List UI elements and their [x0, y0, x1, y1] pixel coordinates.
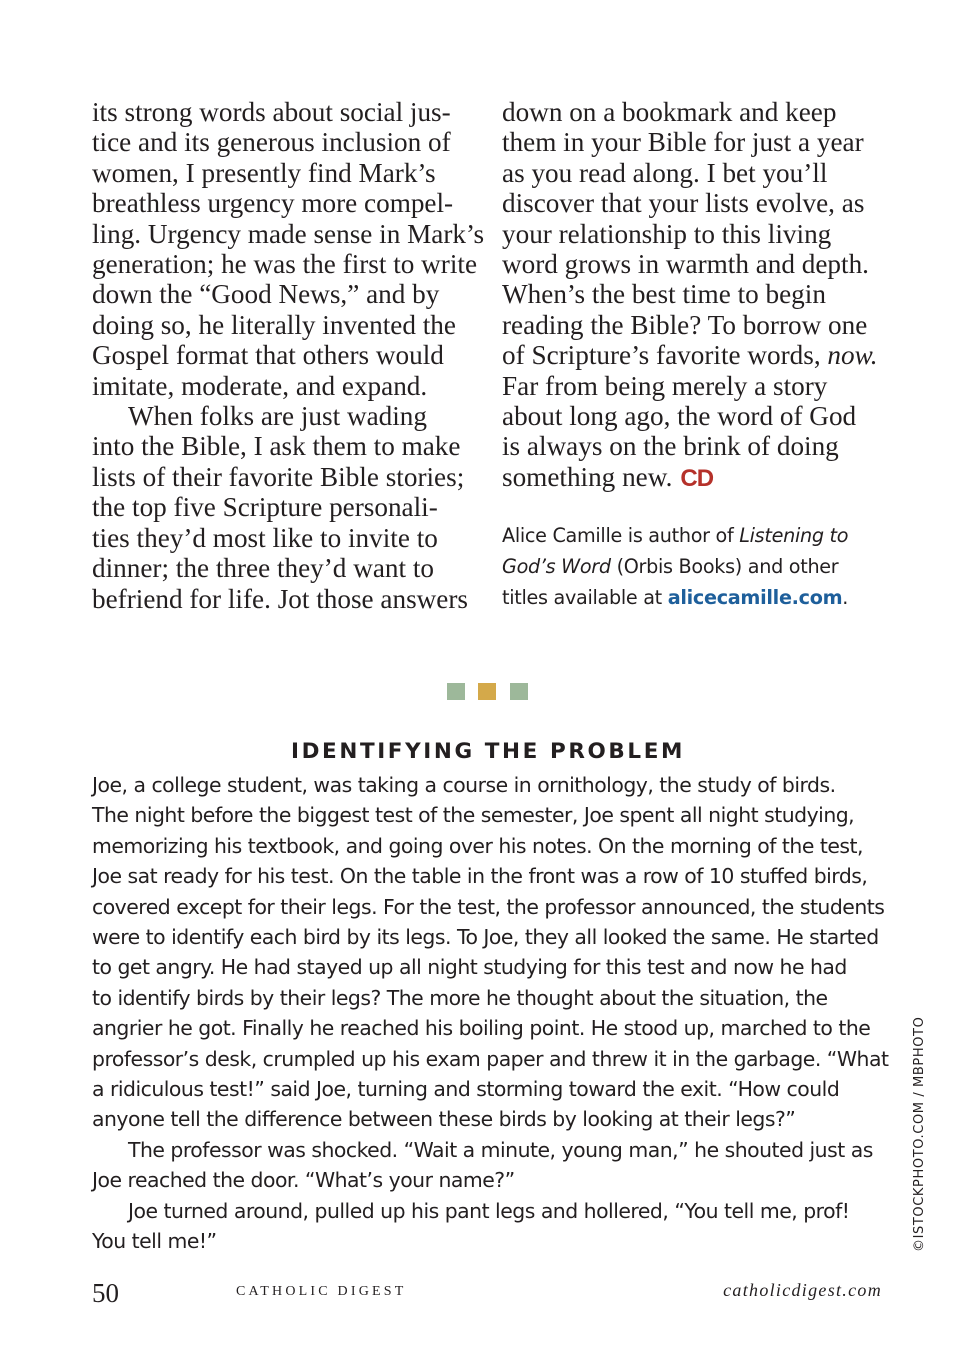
- author-bio: [502, 520, 887, 613]
- article-paragraph: [92, 401, 474, 614]
- article-left-column: [92, 97, 485, 614]
- bio-text: Alice Camille is author of: [502, 524, 740, 548]
- text-line: [502, 462, 887, 494]
- story-paragraph: [92, 1196, 892, 1257]
- text-line: to identify birds by their legs? The more he thought about the situation, the: [92, 985, 828, 1010]
- text-line: down the “Good News,” and by: [92, 279, 440, 310]
- text-line: discover that your lists evolve, as: [502, 188, 865, 219]
- text-line: word grows in warmth and depth.: [502, 249, 869, 280]
- story-paragraph: [92, 770, 892, 1135]
- article-paragraph: [92, 97, 485, 401]
- photo-credit: ©ISTOCKPHOTO.COM / MBPHOTO: [912, 1016, 927, 1252]
- text-line: a ridiculous test!” said Joe, turning and storming toward the exit. “How could: [92, 1077, 840, 1102]
- text-line: as you read along. I bet you’ll: [502, 157, 828, 188]
- text-line: them in your Bible for just a year: [502, 127, 864, 158]
- text-line: angrier he got. Finally he reached his boiling point. He stood up, marched to the: [92, 1016, 871, 1041]
- text-line: Gospel format that others would: [92, 340, 444, 371]
- page-number: 50: [92, 1278, 119, 1308]
- author-website-link[interactable]: alicecamille.com: [667, 586, 843, 610]
- text-line: down on a bookmark and keep: [502, 97, 837, 127]
- text-line: lists of their favorite Bible stories;: [92, 461, 465, 492]
- sidebar-story: [92, 770, 892, 1257]
- text-line: your relationship to this living: [502, 218, 832, 249]
- text-line: memorizing his textbook, and going over his notes. On the morning of the test,: [92, 833, 863, 858]
- text-segment: something new.: [502, 461, 673, 492]
- text-line: The professor was shocked. “Wait a minute, young man,” he shouted just as: [128, 1137, 873, 1162]
- end-mark-cd-logo: CD: [680, 464, 714, 492]
- section-heading: IDENTIFYING THE PROBLEM: [291, 739, 685, 764]
- article-paragraph: [502, 97, 887, 494]
- text-line: Joe sat ready for his test. On the table in the front was a row of 10 stuffed birds,: [92, 864, 868, 889]
- text-line: to get angry. He had stayed up all night studying for this test and now he had: [92, 955, 847, 980]
- text-line: When’s the best time to begin: [502, 279, 826, 310]
- text-line: were to identify each bird by its legs. To Joe, they all looked the same. He started: [92, 925, 879, 950]
- text-line: befriend for life. Jot those answers: [92, 583, 468, 614]
- emphasis-now: now.: [827, 340, 878, 371]
- text-line: Joe reached the door. “What’s your name?”: [92, 1168, 515, 1193]
- text-line: dinner; the three they’d want to: [92, 553, 434, 584]
- text-line: is always on the brink of doing: [502, 431, 839, 462]
- text-line: the top five Scripture personali-: [92, 492, 438, 523]
- text-segment: of Scripture’s favorite words,: [502, 340, 828, 371]
- magazine-url: catholicdigest.com: [723, 1280, 882, 1300]
- text-line: You tell me!”: [92, 1229, 217, 1254]
- text-line: Far from being merely a story: [502, 370, 828, 401]
- text-line: its strong words about social jus-: [92, 97, 451, 127]
- text-line: breathless urgency more compel-: [92, 188, 454, 219]
- text-line: imitate, moderate, and expand.: [92, 370, 428, 401]
- text-line: tice and its generous inclusion of: [92, 127, 451, 158]
- text-line: generation; he was the first to write: [92, 249, 478, 280]
- text-line: ties they’d most like to invite to: [92, 522, 438, 553]
- bio-text: .: [842, 586, 849, 610]
- text-line: covered except for their legs. For the test, the professor announced, the students: [92, 894, 885, 919]
- text-line: women, I presently find Mark’s: [92, 157, 436, 188]
- text-line: professor’s desk, crumpled up his exam paper and threw it in the garbage. “What: [92, 1046, 889, 1071]
- text-line: [502, 340, 887, 370]
- divider-square-gold: [478, 683, 496, 700]
- magazine-name: CATHOLIC DIGEST: [236, 1284, 407, 1299]
- bio-book-title: Listening to God’s Word: [502, 524, 849, 579]
- article-right-column: [502, 97, 887, 613]
- text-line: When folks are just wading: [128, 401, 427, 432]
- story-paragraph: [92, 1135, 892, 1196]
- text-line: reading the Bible? To borrow one: [502, 309, 868, 340]
- divider-square-green: [510, 683, 528, 700]
- text-line: ling. Urgency made sense in Mark’s: [92, 218, 485, 249]
- bio-text: (Orbis Books) and other titles available at: [502, 555, 839, 610]
- text-line: anyone tell the difference between these birds by looking at their legs?”: [92, 1107, 796, 1132]
- text-line: Joe, a college student, was taking a course in ornithology, the study of birds.: [92, 773, 836, 797]
- divider-square-green: [447, 683, 465, 700]
- text-line: into the Bible, I ask them to make: [92, 431, 461, 462]
- text-line: Joe turned around, pulled up his pant legs and hollered, “You tell me, prof!: [128, 1198, 850, 1223]
- text-line: about long ago, the word of God: [502, 401, 857, 432]
- text-line: doing so, he literally invented the: [92, 309, 456, 340]
- text-line: The night before the biggest test of the semester, Joe spent all night studying,: [92, 803, 855, 828]
